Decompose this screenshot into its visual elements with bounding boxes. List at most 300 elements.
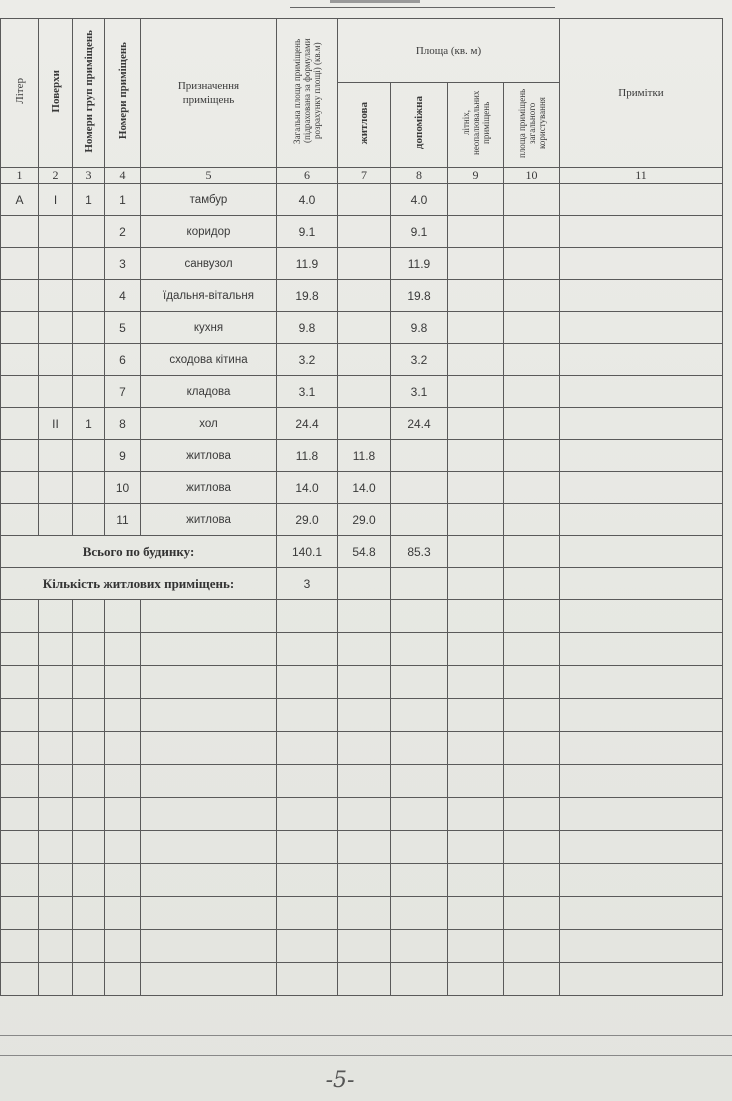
room-floor [39, 312, 73, 344]
cell [391, 600, 448, 633]
room-row [1, 248, 723, 280]
room-floor [39, 504, 73, 536]
cell [105, 699, 141, 732]
room-total: 19.8 [277, 280, 338, 312]
cell [277, 930, 338, 963]
cell [1, 930, 39, 963]
room-living [338, 408, 391, 440]
room-num: 10 [105, 472, 141, 504]
room-aux: 3.2 [391, 344, 448, 376]
cell [338, 897, 391, 930]
room-group [73, 440, 105, 472]
cell [39, 798, 73, 831]
room-row [1, 408, 723, 440]
room-num: 11 [105, 504, 141, 536]
cell [338, 798, 391, 831]
cell [391, 732, 448, 765]
cell [391, 864, 448, 897]
room-floor [39, 440, 73, 472]
cell [560, 600, 723, 633]
cell [338, 666, 391, 699]
cell [448, 280, 504, 312]
cell [39, 864, 73, 897]
cell [391, 633, 448, 666]
cell [560, 666, 723, 699]
room-liter [1, 440, 39, 472]
cell [448, 963, 504, 996]
room-living [338, 216, 391, 248]
cell [560, 472, 723, 504]
cell [448, 765, 504, 798]
cell [277, 600, 338, 633]
cell [39, 831, 73, 864]
room-num: 4 [105, 280, 141, 312]
cell [448, 699, 504, 732]
cell [1, 963, 39, 996]
cell [277, 633, 338, 666]
cell [105, 633, 141, 666]
cell [141, 666, 277, 699]
cell [73, 732, 105, 765]
cell [504, 798, 560, 831]
room-total: 11.8 [277, 440, 338, 472]
cell [277, 831, 338, 864]
room-floor: І [39, 184, 73, 216]
cell [1, 666, 39, 699]
room-row [1, 376, 723, 408]
room-living: 11.8 [338, 440, 391, 472]
cell [73, 600, 105, 633]
room-liter [1, 504, 39, 536]
room-group [73, 312, 105, 344]
totals-auxiliary-area: 85.3 [391, 536, 448, 568]
cell [105, 798, 141, 831]
header-auxiliary: допоміжна [391, 83, 448, 168]
cell [73, 765, 105, 798]
empty-row [1, 666, 723, 699]
cell [338, 699, 391, 732]
cell [504, 184, 560, 216]
header-notes: Примітки [560, 19, 723, 168]
cell [504, 440, 560, 472]
cell [1, 897, 39, 930]
room-total: 9.1 [277, 216, 338, 248]
cell [504, 248, 560, 280]
totals-total-area: 140.1 [277, 536, 338, 568]
column-number: 3 [73, 168, 105, 184]
room-liter [1, 216, 39, 248]
room-floor [39, 344, 73, 376]
cell [560, 536, 723, 568]
room-total: 3.2 [277, 344, 338, 376]
cell [338, 864, 391, 897]
cell [391, 897, 448, 930]
cell [504, 216, 560, 248]
cell [73, 963, 105, 996]
cell [391, 831, 448, 864]
cell [1, 831, 39, 864]
cell [560, 504, 723, 536]
room-total: 11.9 [277, 248, 338, 280]
cell [391, 765, 448, 798]
room-total: 29.0 [277, 504, 338, 536]
cell [448, 504, 504, 536]
cell [504, 699, 560, 732]
cell [277, 732, 338, 765]
room-group [73, 504, 105, 536]
cell [73, 831, 105, 864]
column-number: 9 [448, 168, 504, 184]
cell [73, 666, 105, 699]
cell [448, 472, 504, 504]
cell [105, 600, 141, 633]
cell [39, 633, 73, 666]
empty-row [1, 765, 723, 798]
room-living [338, 280, 391, 312]
totals-label: Всього по будинку: [1, 536, 277, 568]
living-count-label: Кількість житлових приміщень: [1, 568, 277, 600]
cell [504, 732, 560, 765]
room-aux: 9.8 [391, 312, 448, 344]
empty-row [1, 831, 723, 864]
cell [560, 184, 723, 216]
living-count-row [1, 568, 723, 600]
room-aux: 3.1 [391, 376, 448, 408]
column-number: 6 [277, 168, 338, 184]
room-group [73, 344, 105, 376]
cell [504, 536, 560, 568]
cell [504, 568, 560, 600]
cell [39, 600, 73, 633]
header-rule [290, 7, 555, 8]
room-living: 14.0 [338, 472, 391, 504]
empty-row [1, 633, 723, 666]
room-num: 1 [105, 184, 141, 216]
cell [448, 568, 504, 600]
header-group-numbers: Номери груп приміщень [73, 19, 105, 168]
column-number: 7 [338, 168, 391, 184]
explication-table [0, 18, 723, 996]
cell [504, 312, 560, 344]
cell [448, 864, 504, 897]
cell [39, 699, 73, 732]
cell [448, 184, 504, 216]
cell [39, 963, 73, 996]
cell [39, 765, 73, 798]
room-name: житлова [141, 440, 277, 472]
cell [560, 376, 723, 408]
room-row [1, 184, 723, 216]
cell [1, 732, 39, 765]
cell [141, 897, 277, 930]
room-floor [39, 376, 73, 408]
cell [504, 666, 560, 699]
room-row [1, 472, 723, 504]
cell [448, 312, 504, 344]
room-row [1, 504, 723, 536]
cell [141, 963, 277, 996]
room-num: 6 [105, 344, 141, 376]
cell [560, 568, 723, 600]
cell [1, 864, 39, 897]
cell [560, 216, 723, 248]
empty-row [1, 798, 723, 831]
cell [560, 897, 723, 930]
room-living: 29.0 [338, 504, 391, 536]
cell [105, 897, 141, 930]
header-purpose: Призначення приміщень [141, 19, 277, 168]
cell [560, 440, 723, 472]
room-liter [1, 376, 39, 408]
room-name: житлова [141, 472, 277, 504]
room-name: тамбур [141, 184, 277, 216]
room-aux [391, 504, 448, 536]
cell [448, 897, 504, 930]
room-group: 1 [73, 184, 105, 216]
room-num: 7 [105, 376, 141, 408]
living-count-value: 3 [277, 568, 338, 600]
cell [1, 699, 39, 732]
cell [504, 600, 560, 633]
cell [338, 930, 391, 963]
cell [338, 732, 391, 765]
header-total-area: Загальна площа приміщень (підрахована за формулами розрахунку площі) (кв.м) [277, 19, 338, 168]
room-living [338, 376, 391, 408]
cell [504, 504, 560, 536]
column-number: 8 [391, 168, 448, 184]
empty-row [1, 864, 723, 897]
cell [560, 248, 723, 280]
room-aux: 19.8 [391, 280, 448, 312]
cell [105, 765, 141, 798]
cell [504, 897, 560, 930]
cell [560, 408, 723, 440]
cell [73, 798, 105, 831]
cell [560, 963, 723, 996]
room-rows [1, 184, 723, 536]
cell [73, 699, 105, 732]
cell [560, 312, 723, 344]
cell [504, 963, 560, 996]
empty-row [1, 963, 723, 996]
cell [1, 633, 39, 666]
cell [560, 930, 723, 963]
cell [448, 216, 504, 248]
cell [560, 280, 723, 312]
room-name: кухня [141, 312, 277, 344]
cell [141, 798, 277, 831]
cell [1, 798, 39, 831]
cell [504, 408, 560, 440]
empty-rows [1, 600, 723, 996]
column-number: 2 [39, 168, 73, 184]
totals-living-area: 54.8 [338, 536, 391, 568]
totals-row [1, 536, 723, 568]
cell [504, 280, 560, 312]
column-number: 4 [105, 168, 141, 184]
column-number: 5 [141, 168, 277, 184]
cell [560, 699, 723, 732]
room-row [1, 216, 723, 248]
cell [560, 831, 723, 864]
cell [504, 765, 560, 798]
cell [448, 440, 504, 472]
header-row-1 [1, 19, 723, 83]
cell [560, 765, 723, 798]
cell [141, 864, 277, 897]
room-num: 9 [105, 440, 141, 472]
room-aux: 24.4 [391, 408, 448, 440]
room-row [1, 344, 723, 376]
cell [105, 732, 141, 765]
cell [73, 930, 105, 963]
room-name: кладова [141, 376, 277, 408]
room-group [73, 472, 105, 504]
page-number: -5- [325, 1068, 355, 1093]
room-living [338, 184, 391, 216]
cell [141, 699, 277, 732]
room-name: їдальня-вітальня [141, 280, 277, 312]
cell [39, 666, 73, 699]
room-aux [391, 472, 448, 504]
cell [141, 765, 277, 798]
room-total: 4.0 [277, 184, 338, 216]
room-living [338, 248, 391, 280]
cell [277, 765, 338, 798]
cell [504, 633, 560, 666]
cell [448, 536, 504, 568]
room-name: хол [141, 408, 277, 440]
cell [141, 831, 277, 864]
column-number: 10 [504, 168, 560, 184]
header-floors: Поверхи [39, 19, 73, 168]
cell [338, 600, 391, 633]
room-row [1, 280, 723, 312]
cell [73, 897, 105, 930]
room-name: коридор [141, 216, 277, 248]
room-floor [39, 280, 73, 312]
cell [560, 864, 723, 897]
footer-rule [0, 1055, 732, 1056]
column-number: 11 [560, 168, 723, 184]
header-summer: літніх, неопалювальних приміщень [448, 83, 504, 168]
cell [338, 765, 391, 798]
room-aux: 9.1 [391, 216, 448, 248]
cell [277, 699, 338, 732]
header-remnant [330, 0, 420, 3]
cell [105, 963, 141, 996]
cell [560, 798, 723, 831]
cell [105, 666, 141, 699]
cell [338, 963, 391, 996]
header-area-group: Площа (кв. м) [338, 19, 560, 83]
cell [105, 864, 141, 897]
room-liter [1, 408, 39, 440]
room-liter [1, 344, 39, 376]
cell [448, 666, 504, 699]
cell [504, 864, 560, 897]
empty-row [1, 732, 723, 765]
room-floor [39, 472, 73, 504]
cell [448, 408, 504, 440]
room-floor [39, 248, 73, 280]
cell [448, 248, 504, 280]
room-liter [1, 472, 39, 504]
cell [338, 633, 391, 666]
cell [504, 344, 560, 376]
room-total: 3.1 [277, 376, 338, 408]
room-aux: 4.0 [391, 184, 448, 216]
cell [338, 568, 391, 600]
room-liter [1, 312, 39, 344]
room-liter [1, 280, 39, 312]
cell [504, 831, 560, 864]
room-name: житлова [141, 504, 277, 536]
cell [277, 798, 338, 831]
cell [1, 765, 39, 798]
room-living [338, 312, 391, 344]
room-living [338, 344, 391, 376]
cell [73, 633, 105, 666]
column-number: 1 [1, 168, 39, 184]
cell [448, 732, 504, 765]
header-room-numbers: Номери приміщень [105, 19, 141, 168]
cell [141, 930, 277, 963]
room-total: 14.0 [277, 472, 338, 504]
empty-row [1, 699, 723, 732]
room-aux: 11.9 [391, 248, 448, 280]
room-floor [39, 216, 73, 248]
cell [39, 732, 73, 765]
cell [391, 568, 448, 600]
room-group [73, 248, 105, 280]
cell [560, 344, 723, 376]
empty-row [1, 897, 723, 930]
cell [277, 897, 338, 930]
cell [560, 633, 723, 666]
room-group [73, 216, 105, 248]
cell [105, 930, 141, 963]
footer-rule [0, 1035, 732, 1036]
cell [448, 633, 504, 666]
cell [39, 930, 73, 963]
empty-row [1, 930, 723, 963]
header-living: житлова [338, 83, 391, 168]
room-group: 1 [73, 408, 105, 440]
cell [1, 600, 39, 633]
room-aux [391, 440, 448, 472]
cell [141, 732, 277, 765]
cell [448, 930, 504, 963]
cell [277, 666, 338, 699]
cell [141, 633, 277, 666]
room-total: 24.4 [277, 408, 338, 440]
cell [504, 472, 560, 504]
cell [391, 963, 448, 996]
cell [504, 376, 560, 408]
room-group [73, 376, 105, 408]
cell [73, 864, 105, 897]
room-num: 5 [105, 312, 141, 344]
cell [448, 831, 504, 864]
cell [448, 376, 504, 408]
cell [141, 600, 277, 633]
cell [277, 963, 338, 996]
room-num: 3 [105, 248, 141, 280]
cell [39, 897, 73, 930]
room-liter [1, 248, 39, 280]
cell [391, 699, 448, 732]
